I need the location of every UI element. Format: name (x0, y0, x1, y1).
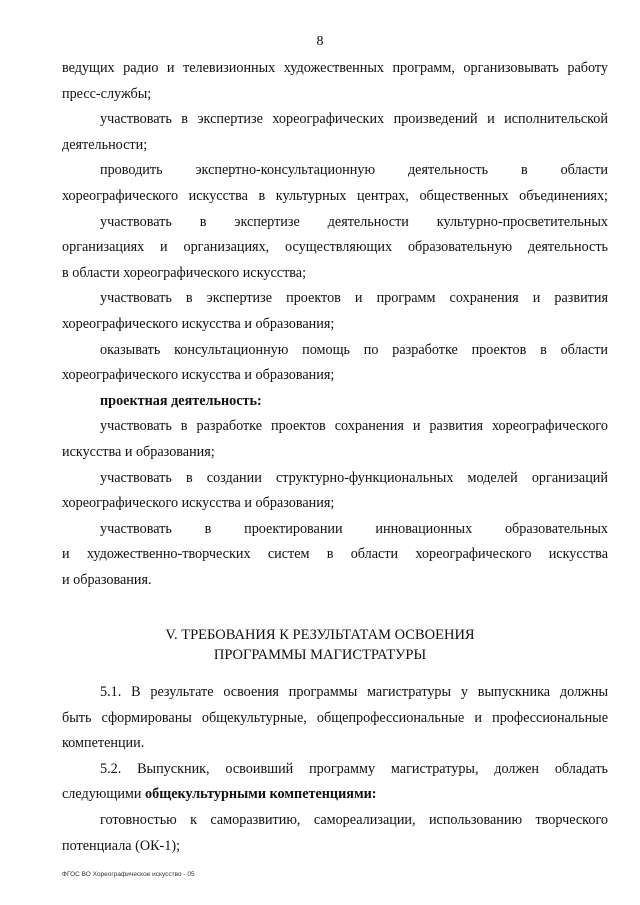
text-line: проектная деятельность: (100, 392, 262, 409)
section-title-line2: ПРОГРАММЫ МАГИСТРАТУРЫ (213, 647, 427, 663)
text-line: проводить экспертно-консультационную деятельность в области (100, 162, 608, 179)
text-line: хореографического искусства и образования; (62, 367, 335, 384)
text-line: хореографического искусства и образования; (62, 495, 335, 512)
body-text-top (62, 56, 608, 593)
text-line: компетенции. (62, 735, 145, 752)
footer-label: ФГОС ВО Хореографическое искусство - 05 (62, 871, 195, 878)
text-line: и художественно-творческих систем в области хореографического искусства (62, 546, 608, 563)
bold-term: общекультурными компетенциями (145, 786, 372, 803)
text-line: участвовать в проектировании инновационных образовательных (100, 520, 608, 537)
text-line: пресс-службы; (62, 85, 152, 102)
text-line: участвовать в экспертизе хореографических произведений и исполнительской (100, 111, 608, 128)
text-line: потенциала (ОК-1); (62, 837, 181, 854)
text-line: быть сформированы общекультурные, общепрофессиональные и профессиональные (62, 709, 608, 726)
text-line: и образования. (62, 571, 152, 588)
text-line: участвовать в экспертизе деятельности культурно-просветительных (100, 213, 608, 230)
text-line: в области хореографического искусства; (62, 264, 307, 281)
text-line: искусства и образования; (62, 443, 215, 460)
text-segment: следующими (62, 786, 146, 803)
text-line: 5.1. В результате освоения программы магистратуры у выпускника должны (100, 684, 608, 700)
page-number: 8 (316, 34, 324, 49)
section-title-line1: V. ТРЕБОВАНИЯ К РЕЗУЛЬТАТАМ ОСВОЕНИЯ (165, 627, 475, 643)
text-line (62, 782, 608, 808)
section-heading (0, 625, 640, 665)
text-line: оказывать консультационную помощь по разработке проектов в области (100, 341, 608, 358)
text-line: деятельности; (62, 136, 148, 153)
text-line: участвовать в экспертизе проектов и программ сохранения и развития (100, 290, 608, 307)
text-line: участвовать в создании структурно-функциональных моделей организаций (100, 469, 608, 486)
text-line: участвовать в разработке проектов сохранения и развития хореографического (100, 418, 608, 435)
text-line: организациях и организациях, осуществляющих образовательную деятельность (62, 239, 608, 256)
text-line: ведущих радио и телевизионных художественных программ, организовывать работу (62, 60, 608, 76)
body-text-bottom (62, 680, 608, 859)
text-colon: : (371, 786, 377, 803)
text-line: хореографического искусства в культурных центрах, общественных объединениях; (62, 187, 608, 204)
text-line: готовностью к саморазвитию, самореализации, использованию творческого (100, 811, 608, 828)
text-line: 5.2. Выпускник, освоивший программу магистратуры, должен обладать (100, 760, 608, 777)
text-line: хореографического искусства и образования; (62, 315, 335, 332)
